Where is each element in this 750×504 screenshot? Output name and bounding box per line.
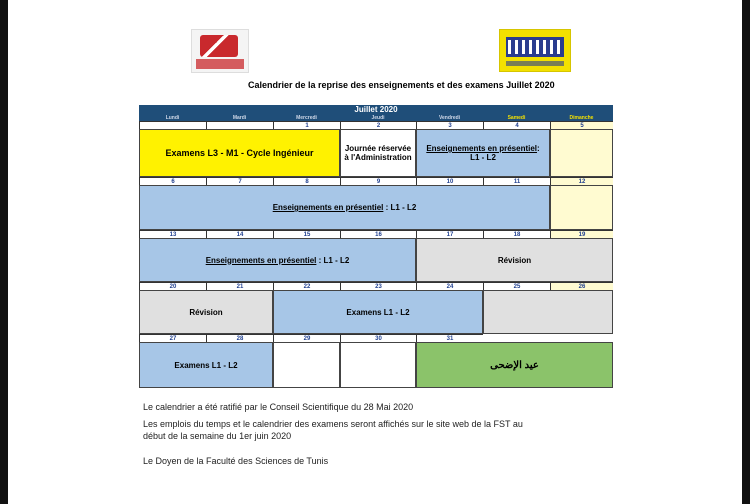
day-number: 28 bbox=[206, 334, 273, 342]
dayname-vendredi: Vendredi bbox=[416, 115, 483, 121]
day-number: 17 bbox=[416, 230, 483, 238]
university-logo bbox=[191, 29, 249, 73]
university-emblem-icon bbox=[200, 35, 238, 57]
event-levels: L1 - L2 bbox=[470, 153, 496, 162]
dayname-mercredi: Mercredi bbox=[273, 115, 340, 121]
day-number: 6 bbox=[139, 177, 206, 185]
empty-cell bbox=[273, 342, 340, 388]
day-number: 30 bbox=[340, 334, 416, 342]
day-number: 11 bbox=[483, 177, 550, 185]
event-label: Enseignements en présentiel bbox=[205, 255, 317, 265]
dayname-jeudi: Jeudi bbox=[340, 115, 416, 121]
day-number bbox=[483, 334, 550, 342]
footer-schedule-note: Les emplois du temps et le calendrier des examens seront affichés sur le site web de la FST au bbox=[143, 419, 523, 429]
day-number bbox=[550, 334, 613, 342]
day-number: 31 bbox=[416, 334, 483, 342]
footer-ratification: Le calendrier a été ratifié par le Conseil Scientifique du 28 Mai 2020 bbox=[143, 402, 414, 412]
dayname-mardi: Mardi bbox=[206, 115, 273, 121]
calendar-month: Juillet 2020 bbox=[139, 105, 613, 115]
faculty-logo-text bbox=[506, 61, 564, 66]
day-number: 12 bbox=[550, 177, 613, 185]
day-number bbox=[139, 121, 206, 129]
dayname-samedi: Samedi bbox=[483, 115, 550, 121]
event-label-suffix: : L1 - L2 bbox=[318, 255, 350, 265]
event-admin-day: Journée réservée à l'Administration bbox=[340, 129, 416, 177]
day-number: 25 bbox=[483, 282, 550, 290]
day-number bbox=[206, 121, 273, 129]
weekend-cell bbox=[550, 185, 613, 230]
day-number: 1 bbox=[273, 121, 340, 129]
event-revision-w4: Révision bbox=[139, 290, 273, 334]
empty-cell bbox=[483, 290, 613, 334]
day-number: 3 bbox=[416, 121, 483, 129]
event-enseignements-w3 bbox=[139, 238, 416, 282]
event-label-suffix: : L1 - L2 bbox=[385, 203, 417, 212]
weekend-cell bbox=[550, 129, 613, 177]
event-exam-l1-l2-w4: Examens L1 - L2 bbox=[273, 290, 483, 334]
day-number: 29 bbox=[273, 334, 340, 342]
footer-schedule-date: début de la semaine du 1er juin 2020 bbox=[143, 431, 292, 441]
event-label-suffix: : bbox=[537, 144, 540, 153]
document-page bbox=[8, 0, 742, 504]
university-logo-text bbox=[196, 59, 244, 69]
footer-signature: Le Doyen de la Faculté des Sciences de Tunis bbox=[143, 456, 329, 466]
page-title: Calendrier de la reprise des enseignements et des examens Juillet 2020 bbox=[248, 80, 555, 90]
day-number: 18 bbox=[483, 230, 550, 238]
day-number: 15 bbox=[273, 230, 340, 238]
day-number: 13 bbox=[139, 230, 206, 238]
event-exam-l1-l2-w5: Examens L1 - L2 bbox=[139, 342, 273, 388]
day-number: 16 bbox=[340, 230, 416, 238]
day-number: 2 bbox=[340, 121, 416, 129]
day-number: 4 bbox=[483, 121, 550, 129]
day-number: 24 bbox=[416, 282, 483, 290]
day-number: 27 bbox=[139, 334, 206, 342]
day-number: 23 bbox=[340, 282, 416, 290]
day-number: 8 bbox=[273, 177, 340, 185]
event-label: Enseignements en présentiel bbox=[426, 144, 538, 153]
day-number: 19 bbox=[550, 230, 613, 238]
faculty-logo bbox=[499, 29, 571, 72]
day-number: 26 bbox=[550, 282, 613, 290]
day-number: 5 bbox=[550, 121, 613, 129]
event-eid-holiday: عيد الإضحى bbox=[416, 342, 613, 388]
day-number: 9 bbox=[340, 177, 416, 185]
event-revision-w3: Révision bbox=[416, 238, 613, 282]
day-number: 10 bbox=[416, 177, 483, 185]
day-number: 21 bbox=[206, 282, 273, 290]
event-label: Enseignements en présentiel bbox=[272, 203, 384, 212]
faculty-columns-icon bbox=[508, 40, 562, 54]
empty-cell bbox=[340, 342, 416, 388]
day-number: 14 bbox=[206, 230, 273, 238]
day-number: 7 bbox=[206, 177, 273, 185]
event-enseignements-w1 bbox=[416, 129, 550, 177]
calendar bbox=[139, 105, 613, 388]
day-number: 22 bbox=[273, 282, 340, 290]
dayname-lundi: Lundi bbox=[139, 115, 206, 121]
dayname-dimanche: Dimanche bbox=[550, 115, 613, 121]
event-enseignements-w2 bbox=[139, 185, 550, 230]
event-exam-l3-m1: Examens L3 - M1 - Cycle Ingénieur bbox=[139, 129, 340, 177]
day-number: 20 bbox=[139, 282, 206, 290]
